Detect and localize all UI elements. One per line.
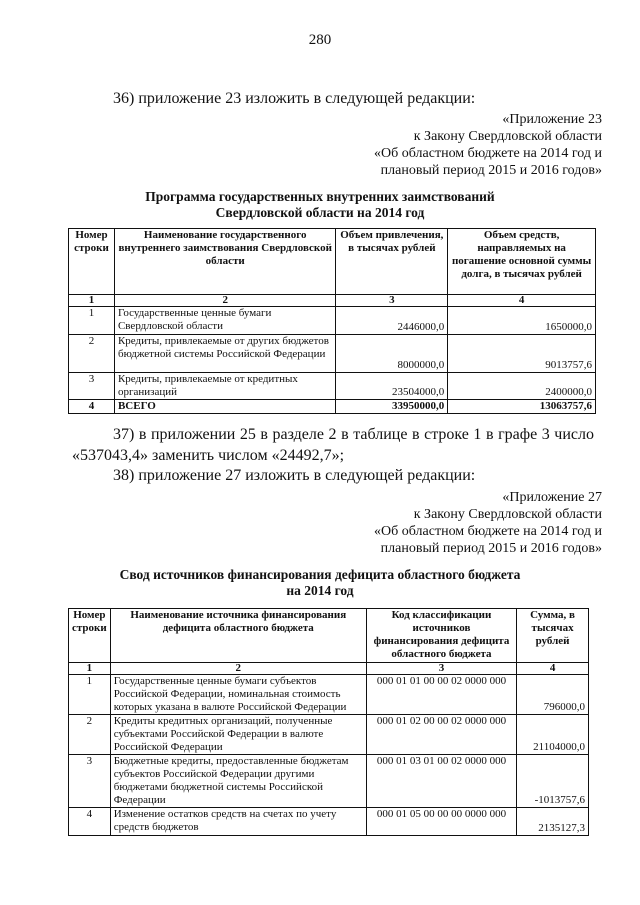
appendix-23-heading bbox=[374, 111, 602, 179]
table-row bbox=[69, 715, 589, 755]
table-header-row bbox=[69, 609, 589, 663]
column-number: 3 bbox=[336, 295, 448, 307]
appendix-23-line-1: «Приложение 23 bbox=[502, 112, 602, 127]
table-2-title-line-1: Свод источников финансирования дефицита областного бюджета bbox=[119, 567, 521, 582]
item-38-text: 38) приложение 27 изложить в следующей редакции: bbox=[113, 467, 476, 484]
borrowing-name: Кредиты, привлекаемые от других бюджетов бюджетной системы Российской Федерации bbox=[114, 335, 335, 373]
header-classification-code: Код классификации источников финансирования дефицита областного бюджета bbox=[366, 609, 516, 663]
total-attraction-amount: 33950000,0 bbox=[336, 400, 448, 414]
table-row bbox=[69, 335, 596, 373]
header-source-name: Наименование источника финансирования дефицита областного бюджета bbox=[110, 609, 366, 663]
source-name: Кредиты кредитных организаций, полученные субъектами Российской Федерации в валюте Российской Федерации bbox=[110, 715, 366, 755]
row-number: 3 bbox=[69, 755, 111, 808]
sum-amount: 796000,0 bbox=[517, 675, 589, 715]
appendix-27-line-1: «Приложение 27 bbox=[502, 490, 602, 505]
repayment-amount: 2400000,0 bbox=[448, 373, 596, 400]
source-name: Изменение остатков средств на счетах по учету средств бюджетов bbox=[110, 808, 366, 836]
table-2-title-line-2: на 2014 год bbox=[286, 583, 354, 598]
attraction-amount: 23504000,0 bbox=[336, 373, 448, 400]
row-number: 2 bbox=[69, 335, 115, 373]
deficit-sources-table bbox=[68, 608, 589, 836]
row-number: 4 bbox=[69, 808, 111, 836]
sum-amount: 21104000,0 bbox=[517, 715, 589, 755]
table-1-title-line-1: Программа государственных внутренних заимствований bbox=[145, 189, 495, 204]
classification-code: 000 01 05 00 00 00 0000 000 bbox=[366, 808, 516, 836]
header-row-number: Номер строки bbox=[69, 229, 115, 295]
column-number: 3 bbox=[366, 663, 516, 675]
header-borrowing-name: Наименование государственного внутреннего заимствования Свердловской области bbox=[114, 229, 335, 295]
appendix-27-line-3: «Об областном бюджете на 2014 год и bbox=[374, 524, 602, 539]
column-number: 4 bbox=[517, 663, 589, 675]
appendix-23-line-2: к Закону Свердловской области bbox=[413, 129, 602, 144]
table-row bbox=[69, 808, 589, 836]
sum-amount: -1013757,6 bbox=[517, 755, 589, 808]
column-number: 1 bbox=[69, 663, 111, 675]
source-name: Бюджетные кредиты, предоставленные бюджетам субъектов Российской Федерации другими бюджетами бюджетной системы Российской Федерации bbox=[110, 755, 366, 808]
borrowing-name: Кредиты, привлекаемые от кредитных организаций bbox=[114, 373, 335, 400]
classification-code: 000 01 02 00 00 02 0000 000 bbox=[366, 715, 516, 755]
appendix-27-line-2: к Закону Свердловской области bbox=[413, 507, 602, 522]
table-1-title-line-2: Свердловской области на 2014 год bbox=[215, 205, 425, 220]
header-repayment-volume: Объем средств, направляемых на погашение основной суммы долга, в тысячах рублей bbox=[448, 229, 596, 295]
table-row bbox=[69, 307, 596, 335]
total-repayment-amount: 13063757,6 bbox=[448, 400, 596, 414]
repayment-amount: 1650000,0 bbox=[448, 307, 596, 335]
appendix-23-line-3: «Об областном бюджете на 2014 год и bbox=[374, 146, 602, 161]
row-number: 1 bbox=[69, 307, 115, 335]
row-number: 3 bbox=[69, 373, 115, 400]
repayment-amount: 9013757,6 bbox=[448, 335, 596, 373]
source-name: Государственные ценные бумаги субъектов Российской Федерации, номинальная стоимость которых указана в валюте Российской Федерации bbox=[110, 675, 366, 715]
attraction-amount: 8000000,0 bbox=[336, 335, 448, 373]
classification-code: 000 01 01 00 00 02 0000 000 bbox=[366, 675, 516, 715]
header-attraction-volume: Объем привлечения, в тысячах рублей bbox=[336, 229, 448, 295]
table-1-title bbox=[0, 189, 640, 221]
row-number: 2 bbox=[69, 715, 111, 755]
attraction-amount: 2446000,0 bbox=[336, 307, 448, 335]
item-36-text: 36) приложение 23 изложить в следующей редакции: bbox=[113, 90, 476, 107]
total-label: ВСЕГО bbox=[114, 400, 335, 414]
column-number-row bbox=[69, 663, 589, 675]
header-row-number: Номер строки bbox=[69, 609, 111, 663]
row-number: 4 bbox=[69, 400, 115, 414]
column-number: 1 bbox=[69, 295, 115, 307]
column-number: 4 bbox=[448, 295, 596, 307]
header-sum: Сумма, в тысячах рублей bbox=[517, 609, 589, 663]
table-row bbox=[69, 373, 596, 400]
table-total-row bbox=[69, 400, 596, 414]
row-number: 1 bbox=[69, 675, 111, 715]
column-number: 2 bbox=[114, 295, 335, 307]
appendix-27-line-4: плановый период 2015 и 2016 годов» bbox=[380, 541, 602, 556]
classification-code: 000 01 03 01 00 02 0000 000 bbox=[366, 755, 516, 808]
column-number-row bbox=[69, 295, 596, 307]
table-row bbox=[69, 675, 589, 715]
table-header-row bbox=[69, 229, 596, 295]
sum-amount: 2135127,3 bbox=[517, 808, 589, 836]
page-number: 280 bbox=[308, 32, 332, 48]
item-37-text: 37) в приложении 25 в разделе 2 в таблице в строке 1 в графе 3 число «537043,4» заменить числом «24492,7»; bbox=[72, 426, 594, 464]
table-2-title bbox=[0, 567, 640, 599]
borrowing-program-table bbox=[68, 228, 596, 414]
appendix-23-line-4: плановый период 2015 и 2016 годов» bbox=[380, 163, 602, 178]
column-number: 2 bbox=[110, 663, 366, 675]
table-row bbox=[69, 755, 589, 808]
appendix-27-heading bbox=[374, 489, 602, 557]
borrowing-name: Государственные ценные бумаги Свердловской области bbox=[114, 307, 335, 335]
